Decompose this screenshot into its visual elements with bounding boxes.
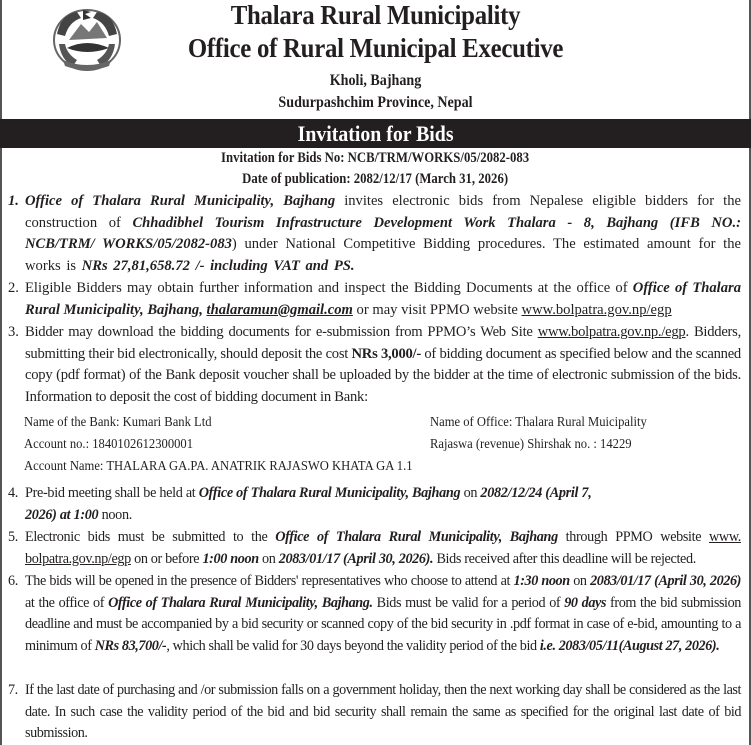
meeting-date: 2082/12/24 (April 7, 2026) at 1:00 xyxy=(25,485,592,523)
item-text: . Bidders, submitting their bid electronically, should deposit the cost xyxy=(25,324,741,362)
estimated-amount: NRs 27,81,658.72 /- including VAT and PS. xyxy=(81,257,355,274)
office-name-info xyxy=(430,415,671,431)
item-text: If the last date of purchasing and /or submission falls on a government holiday, then the next working day shall be considered as the last date. In such case the validity period of the bid and bid security shall remain the same as specified for the original last date of bid submission. xyxy=(25,682,741,741)
item-text: through PPMO website xyxy=(557,529,710,545)
item-number: 5. xyxy=(8,529,18,545)
submission-date: 2083/01/17 (April 30, 2026). xyxy=(278,550,434,567)
opening-date: 2083/01/17 (April 30, 2026) xyxy=(590,573,742,589)
bank-name xyxy=(24,415,232,431)
list-item-7 xyxy=(8,680,741,745)
ifb-number xyxy=(0,150,751,167)
item-text: The bids will be opened in the presence of Bidders' representatives who choose to attend at xyxy=(25,573,514,589)
validity-period: 90 days xyxy=(564,594,607,611)
account-name-text: Account Name: THALARA GA.PA. ANATRIK RAJASWO KHATA GA 1.1 xyxy=(24,459,413,474)
office-name: Office of Thalara Rural Municipality, Bajhang xyxy=(198,485,461,501)
list-item-6 xyxy=(8,571,741,657)
document-cost: NRs 3,000/- xyxy=(351,345,421,362)
security-validity-date: i.e. 2083/05/11(August 27, 2026). xyxy=(539,637,720,654)
office-title: Office of Rural Municipal Executive xyxy=(187,33,564,63)
bid-security-amount: NRs 83,700/- xyxy=(94,637,167,654)
revenue-number-text: Rajaswa (revenue) Shirshak no. : 14229 xyxy=(430,437,632,452)
invitation-banner xyxy=(0,119,751,148)
ppmo-website-link[interactable]: www.bolpatra.gov.np./egp xyxy=(537,324,686,340)
publication-date-text: Date of publication: 2082/12/17 (March 31, 2026) xyxy=(242,171,509,187)
office-name: Office of Thalara Rural Municipality, Bajhang, xyxy=(25,280,741,318)
item-number: 1. xyxy=(8,193,19,209)
bank-name-text: Name of the Bank: Kumari Bank Ltd xyxy=(24,415,212,430)
item-text: Eligible Bidders may obtain further information and inspect the Bidding Documents at the office of xyxy=(25,280,633,296)
address-line-1: Kholi, Bajhang xyxy=(329,72,422,89)
ppmo-website-link[interactable]: www. bolpatra.gov.np/egp xyxy=(25,529,741,567)
item-number: 2. xyxy=(8,280,19,296)
item-text: of bidding document as specified below and the scanned copy (pdf format) of the Bank deposit voucher shall be uploaded by the bidder at the time of electronic submission of the bids. Information to deposit the cost of bidding document in Bank: xyxy=(25,345,741,405)
item-text: on xyxy=(460,485,481,501)
ifb-number-text: Invitation for Bids No: NCB/TRM/WORKS/05/2082-083 xyxy=(221,150,530,166)
item-text: Bidder may download the bidding documents for e-submission from PPMO’s Web Site xyxy=(25,324,538,340)
list-item-1 xyxy=(8,191,741,277)
office-name-text: Name of Office: Thalara Rural Muicipality xyxy=(430,415,647,430)
office-name: Office of Thalara Rural Municipality, Bajhang. xyxy=(108,594,373,611)
banner-title: Invitation for Bids xyxy=(297,121,454,146)
item-text: Bids received after this deadline will be rejected. xyxy=(433,550,696,567)
list-item-3 xyxy=(8,322,741,408)
list-item-2 xyxy=(8,278,741,321)
item-text: Electronic bids must be submitted to the xyxy=(25,529,276,545)
item-text: Bids must be valid for a period of xyxy=(372,594,565,611)
item-text: or may visit PPMO website xyxy=(352,301,522,318)
revenue-number xyxy=(430,437,654,453)
list-item-4 xyxy=(8,483,608,526)
item-text: from the bid submission deadline and must be accompanied by a bid security or scanned copy of the bid security in .pdf format in case of e-bid, amounting to a minimum of xyxy=(25,594,741,654)
item-text: invites electronic bids from Nepalese eligible bidders for the construction of xyxy=(25,193,741,231)
item-number: 4. xyxy=(8,485,19,501)
item-number: 7. xyxy=(8,682,18,698)
item-text: at the office of xyxy=(25,594,109,611)
account-number xyxy=(24,437,212,453)
item-text: on xyxy=(569,573,591,589)
item-text: noon. xyxy=(98,506,133,523)
item-number: 6. xyxy=(8,573,18,589)
submission-time: 1:00 noon xyxy=(202,550,259,567)
office-name: Office of Thalara Rural Municipality, Bajhang xyxy=(275,529,558,545)
office-name: Office of Thalara Rural Municipality, Bajhang xyxy=(25,193,336,209)
item-number: 3. xyxy=(8,324,19,340)
item-text: on or before xyxy=(130,550,203,567)
opening-time: 1:30 noon xyxy=(513,573,570,589)
item-text: ) under National Competitive Bidding procedures. The estimated amount for the works is xyxy=(25,236,742,274)
email-link[interactable]: thalaramun@gmail.com xyxy=(206,301,353,318)
ppmo-website-link[interactable]: www.bolpatra.gov.np/egp xyxy=(521,301,672,318)
project-name: Chhadibhel Tourism Infrastructure Development Work Thalara - 8, Bajhang (IFB NO.: NCB/TRM/ WORKS/05/2082-083 xyxy=(25,214,741,252)
item-text: Pre-bid meeting shall be held at xyxy=(25,485,199,501)
account-name xyxy=(24,459,456,475)
account-number-text: Account no.: 1840102612300001 xyxy=(24,437,194,452)
item-text: , which shall be valid for 30 days beyond the validity period of the bid xyxy=(166,637,540,654)
list-item-5 xyxy=(8,527,741,570)
publication-date xyxy=(0,171,751,188)
item-text: on xyxy=(258,550,279,567)
municipality-title: Thalara Rural Municipality xyxy=(230,0,521,30)
address-line-2: Sudurpashchim Province, Nepal xyxy=(278,94,473,111)
